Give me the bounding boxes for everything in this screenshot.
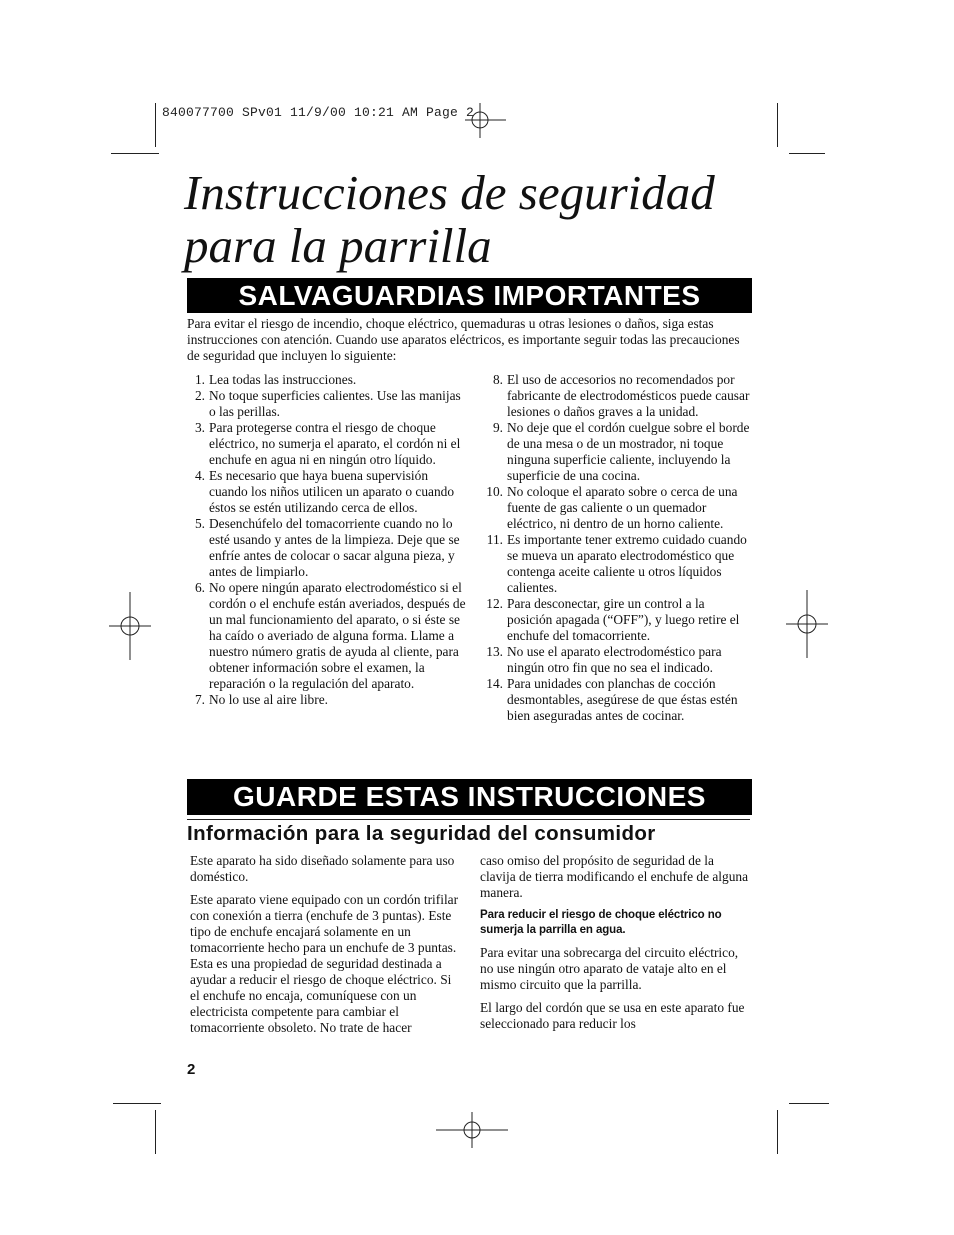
paragraph: Este aparato ha sido diseñado solamente para uso doméstico. (190, 853, 455, 884)
consumer-safety-heading: Información para la seguridad del consumidor (187, 822, 656, 845)
item-text: Para desconectar, gire un control a la posición apagada (“OFF”), y luego retire el enchufe del tomacorriente. (507, 596, 740, 643)
item-number: 3. (194, 420, 205, 435)
item-number: 6. (194, 580, 205, 595)
crop-mark (155, 1110, 156, 1154)
item-number: 12. (486, 596, 503, 611)
consumer-column-right (480, 853, 750, 1039)
paragraph: Para evitar una sobrecarga del circuito eléctrico, no use ningún otro aparato de vataje alto en el mismo circuito que la parrilla. (480, 945, 739, 992)
registration-mark-icon (432, 1110, 512, 1150)
item-number: 13. (486, 644, 503, 659)
safeguards-banner: SALVAGUARDIAS IMPORTANTES (187, 278, 752, 313)
item-text: Para protegerse contra el riesgo de choque eléctrico, no sumerja el aparato, el cordón ni el enchufe en agua ni en ningún otro líquido. (209, 420, 461, 467)
item-text: El uso de accesorios no recomendados por fabricante de electrodomésticos puede causar lesiones o daños graves a la unidad. (507, 372, 750, 419)
crop-mark (777, 1110, 778, 1154)
registration-mark-icon (784, 588, 830, 660)
item-number: 9. (492, 420, 503, 435)
safety-list-right (481, 372, 753, 724)
item-text: Lea todas las instrucciones. (209, 372, 357, 387)
item-number: 14. (486, 676, 503, 691)
list-item (187, 372, 467, 388)
item-text: Es importante tener extremo cuidado cuando se mueva un aparato electrodoméstico que contenga aceite caliente u otros líquidos calientes. (507, 532, 747, 595)
crop-mark (113, 1103, 161, 1104)
item-number: 7. (194, 692, 205, 707)
item-text: No toque superficies calientes. Use las manijas o las perillas. (209, 388, 461, 419)
item-text: No lo use al aire libre. (209, 692, 328, 707)
item-number: 10. (486, 484, 503, 499)
registration-mark-icon (107, 590, 153, 662)
item-text: Desenchúfelo del tomacorriente cuando no lo esté usando y antes de la limpieza. Deje que se enfríe antes de colocar o sacar alguna pieza, y antes de limpiarlo. (209, 516, 460, 579)
page-title-line-2: para la parrilla (184, 218, 492, 273)
paragraph: caso omiso del propósito de seguridad de la clavija de tierra modificando el enchufe de alguna manera. (480, 853, 749, 900)
item-text: No coloque el aparato sobre o cerca de una fuente de gas caliente o un quemador eléctrico, ni dentro de un horno caliente. (507, 484, 738, 531)
list-item (481, 420, 753, 484)
list-item (481, 484, 753, 532)
print-slug: 840077700 SPv01 11/9/00 10:21 AM Page 2 (162, 105, 475, 120)
intro-paragraph: Para evitar el riesgo de incendio, choque eléctrico, quemaduras u otras lesiones o daños, siga estas instrucciones con atención. Cuando use aparatos eléctricos, es importante seguir todas las precauciones de seguridad que incluyen lo siguiente: (187, 316, 740, 363)
item-number: 11. (486, 532, 503, 547)
item-number: 1. (194, 372, 205, 387)
save-instructions-banner: GUARDE ESTAS INSTRUCCIONES (187, 779, 752, 815)
list-item (481, 644, 753, 676)
item-number: 2. (194, 388, 205, 403)
list-item (481, 532, 753, 596)
paragraph: Este aparato viene equipado con un cordón trifilar con conexión a tierra (enchufe de 3 puntas). Este tipo de enchufe encajará solamente en un tomacorriente hecho para un enchufe de 3 puntas. Esta es una propiedad de seguridad destinada a ayudar a reducir el riesgo de choque eléctrico. Si el enchufe no encaja, comuníquese con un electricista competente para cambiar el tomacorriente obsoleto. No trate de hacer (190, 892, 459, 1035)
list-item (187, 420, 467, 468)
crop-mark (111, 153, 159, 154)
safety-list-left (187, 372, 467, 708)
list-item (481, 372, 753, 420)
crop-mark (789, 153, 825, 154)
page-title (184, 166, 715, 272)
crop-mark (789, 1103, 829, 1104)
heading-rule (187, 819, 750, 820)
list-item (481, 676, 753, 724)
list-item (187, 468, 467, 516)
paragraph: El largo del cordón que se usa en este aparato fue seleccionado para reducir los (480, 1000, 745, 1031)
crop-mark (155, 103, 156, 147)
crop-mark (777, 103, 778, 147)
list-item (481, 596, 753, 644)
list-item (187, 692, 467, 708)
item-text: Es necesario que haya buena supervisión cuando los niños utilicen un aparato o cuando éstos se estén utilizando cerca de ellos. (209, 468, 455, 515)
consumer-column-left (190, 853, 462, 1043)
list-item (187, 580, 467, 692)
item-number: 8. (492, 372, 503, 387)
list-item (187, 516, 467, 580)
item-text: Para unidades con planchas de cocción desmontables, asegúrese de que éstas estén bien aseguradas antes de cocinar. (507, 676, 738, 723)
item-number: 5. (194, 516, 205, 531)
item-text: No use el aparato electrodoméstico para ningún otro fin que no sea el indicado. (507, 644, 722, 675)
item-text: No deje que el cordón cuelgue sobre el borde de una mesa o de un mostrador, ni toque ninguna superficie caliente, incluyendo la superficie de una cocina. (507, 420, 750, 483)
page-number: 2 (187, 1061, 196, 1078)
page-title-line-1: Instrucciones de seguridad (184, 165, 715, 220)
list-item (187, 388, 467, 420)
item-number: 4. (194, 468, 205, 483)
warning-note: Para reducir el riesgo de choque eléctrico no sumerja la parrilla en agua. (480, 909, 722, 936)
item-text: No opere ningún aparato electrodoméstico si el cordón o el enchufe están averiados, después de un mal funcionamiento del aparato, o si éste se ha caído o averiado de alguna forma. Llame a nuestro número gratis de ayuda al cliente, para obtener información sobre el examen, la reparación o la regulación del aparato. (209, 580, 466, 691)
